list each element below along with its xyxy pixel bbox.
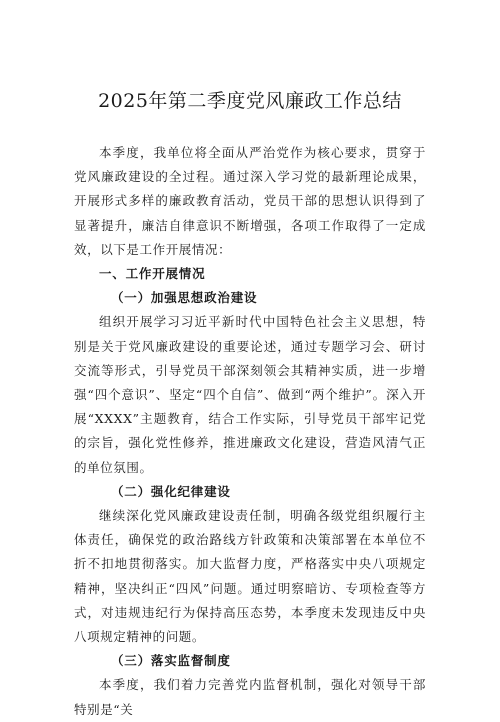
- subsection-discipline-text: 继续深化党风廉政建设责任制，明确各级党组织履行主体责任，确保党的政治路线方针政策和决策部署在本单位不折不扣地贯彻落实。加大监督力度，严格落实中央八项规定精神，坚决纠正“四风”问题。通过明察暗访、专项检查等方式，对违规违纪行为保持高压态势，本季度未发现违反中央八项规定精神的问题。: [74, 508, 426, 645]
- intro-paragraph-block: [74, 141, 426, 722]
- subsection-heading-supervision: （三）落实监督制度: [111, 653, 231, 669]
- subsection-heading-ideology: （一）加强思想政治建设: [111, 290, 258, 306]
- section-heading-work-status: 一、工作开展情况: [99, 266, 206, 282]
- intro-paragraph: 本季度，我单位将全面从严治党作为核心要求，贯穿于党风廉政建设的全过程。通过深入学习党的最新理论成果，开展形式多样的廉政教育活动，党员干部的思想认识得到了显著提升，廉洁自律意识不断增强，各项工作取得了一定成效，以下是工作开展情况：: [74, 145, 426, 257]
- document-title: 2025年第二季度党风廉政工作总结: [98, 90, 402, 112]
- subsection-ideology-text: 组织开展学习习近平新时代中国特色社会主义思想，特别是关于党风廉政建设的重要论述，通过专题学习会、研讨交流等形式，引导党员干部深刻领会其精神实质，进一步增强“四个意识”、坚定“四个自信”、做到“两个维护”。深入开展“XXXX”主题教育，结合工作实际，引导党员干部牢记党的宗旨，强化党性修养，推进廉政文化建设，营造风清气正的单位氛围。: [74, 314, 426, 475]
- subsection-heading-discipline: （二）强化纪律建设: [111, 483, 231, 499]
- subsection-supervision-text: 本季度，我们着力完善党内监督机制，强化对领导干部特别是“关: [74, 677, 426, 717]
